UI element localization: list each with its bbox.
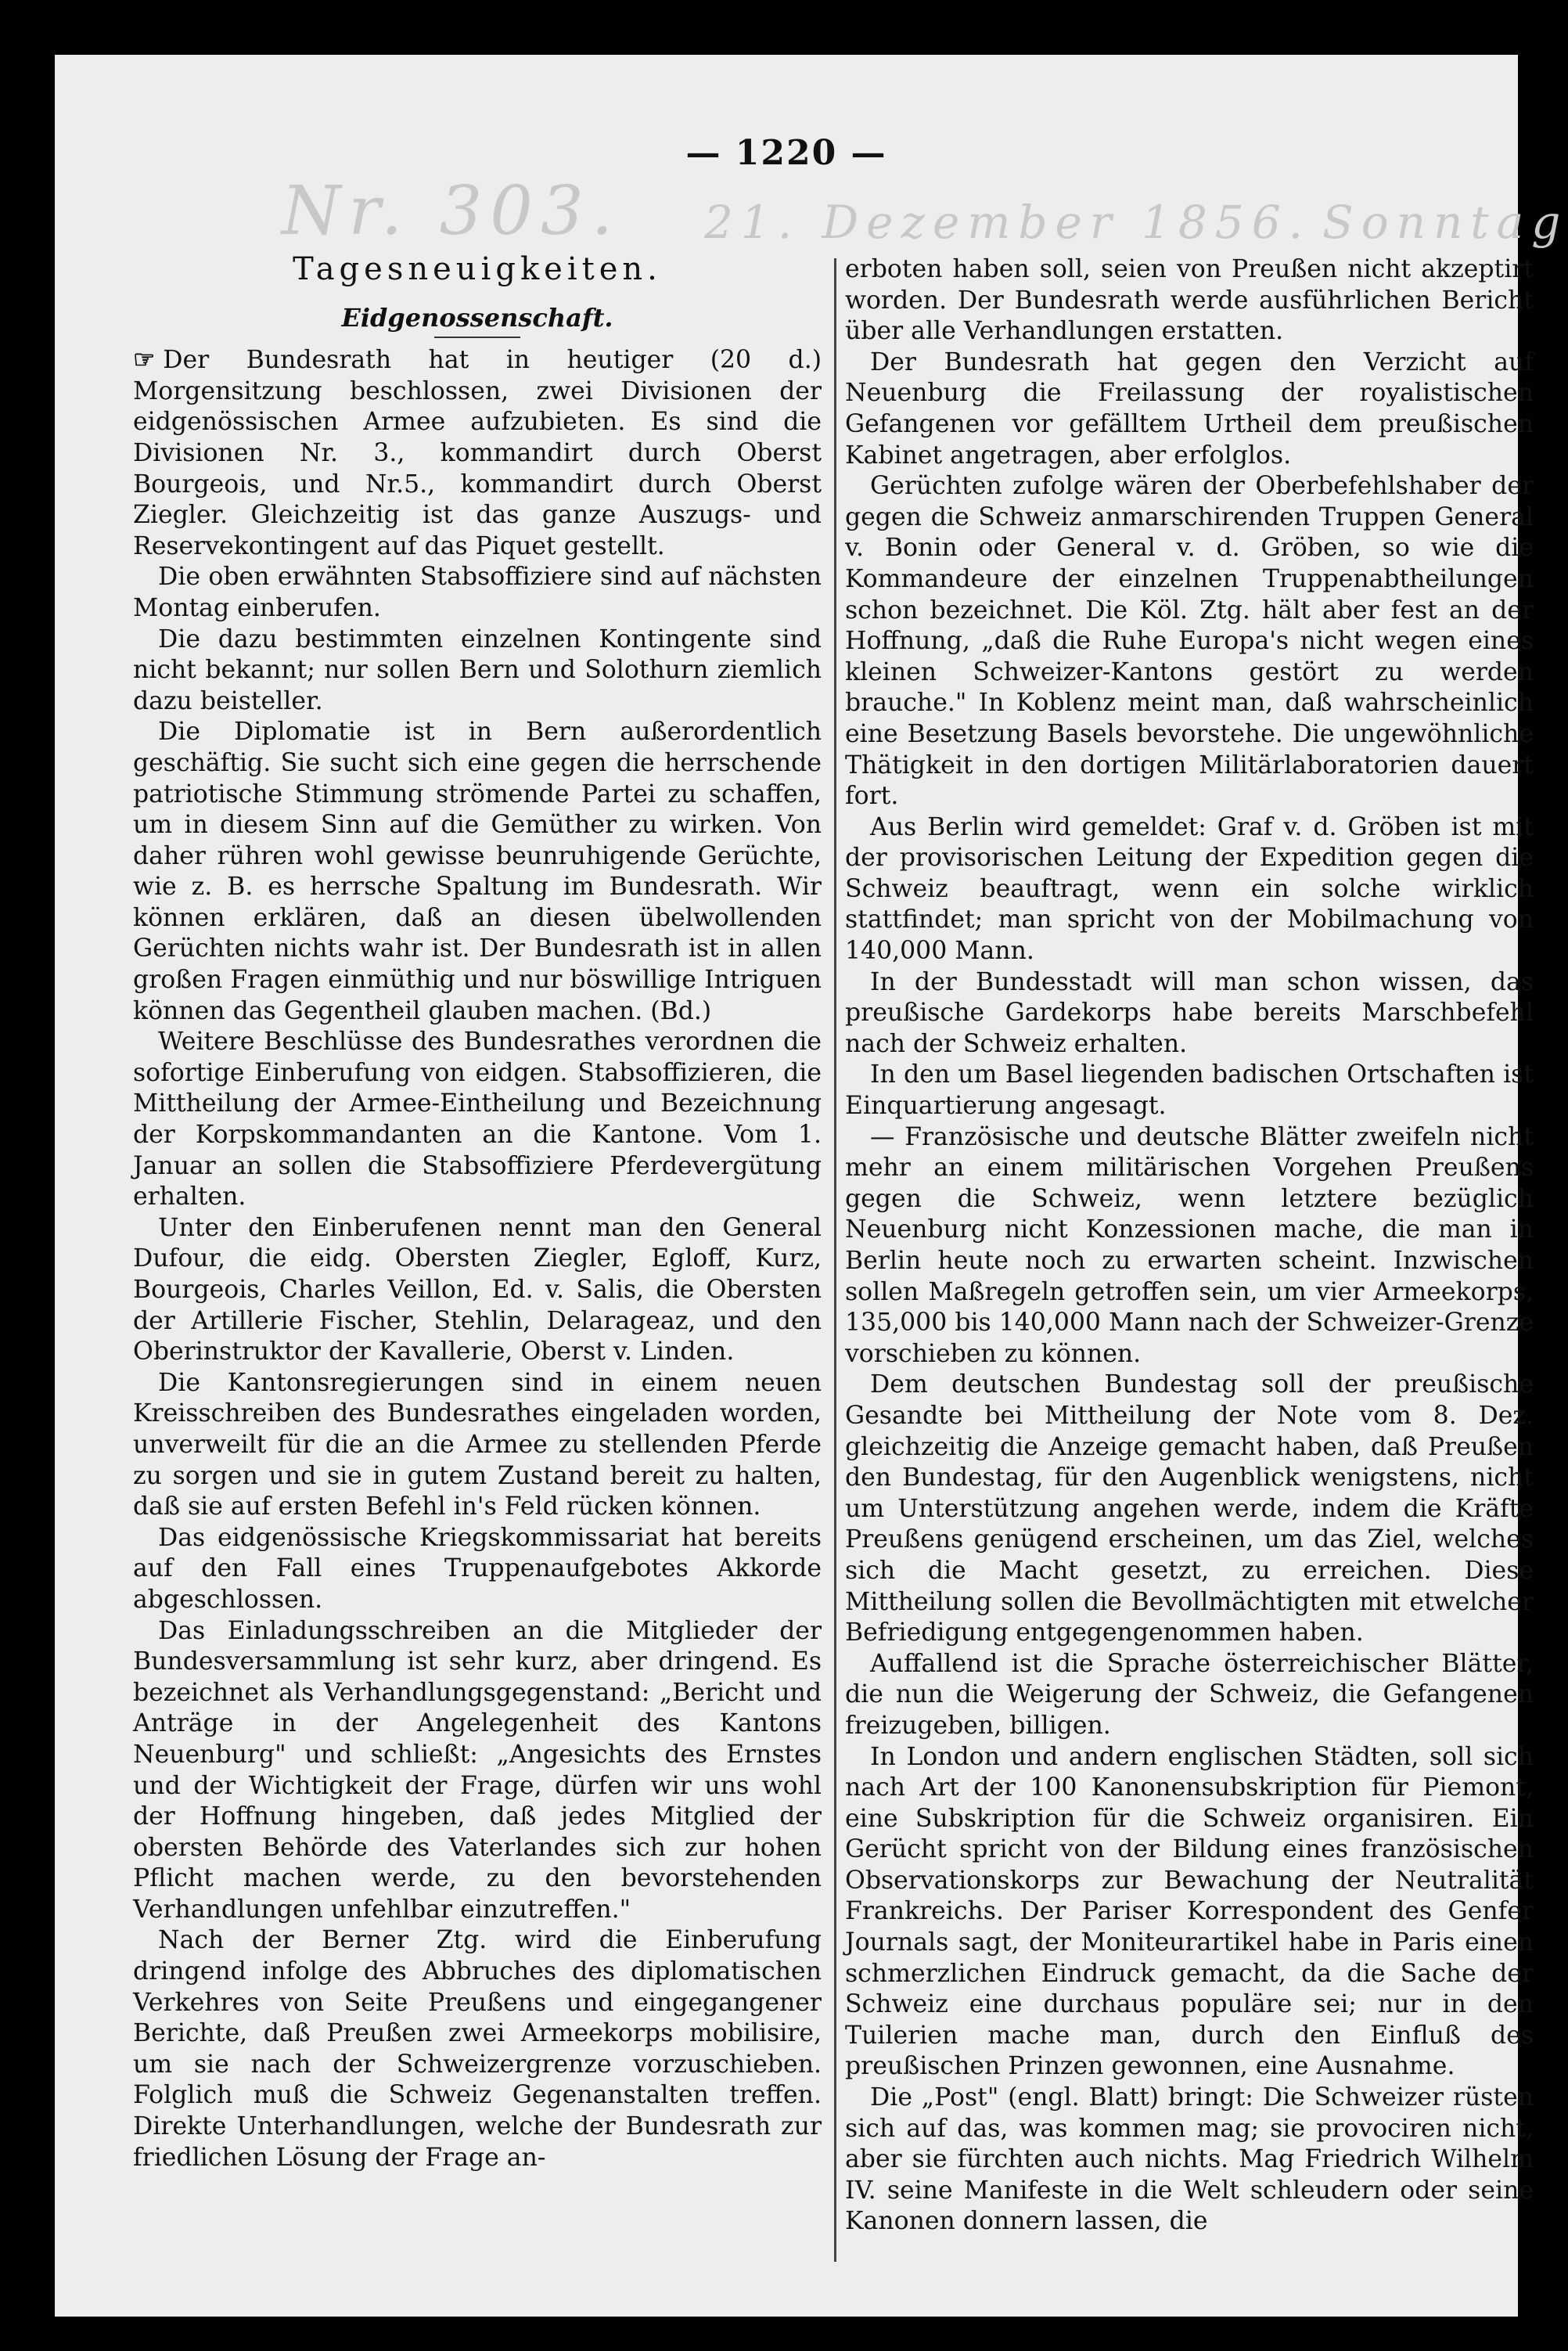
- article-paragraph: Der Bundesrath hat gegen den Verzicht auf Neuenburg die Freilassung der royalistischen Gefangenen vor gefälltem Urtheil dem preußischen Kabinet angetragen, aber erfolglos.: [845, 347, 1534, 470]
- subsection-title: Eidgenossenschaft.: [341, 302, 613, 333]
- newspaper-page: [55, 55, 1568, 2317]
- article-paragraph: In London und andern englischen Städten, soll sich nach Art der 100 Kanonensubskription für Piemont, eine Subskription für die Schweiz organisiren. Ein Gerücht spricht von der Bildung eines französischen Observationskorps zur Bewachung der Neutralität Frankreichs. Der Pariser Korrespondent des Genfer Journals sagt, der Moniteurartikel habe in Paris einen schmerzlichen Eindruck gemacht, da die Sache der Schweiz eine durchaus populäre sei; nur in den Tuilerien mache man, durch den Einfluß des preußischen Prinzen gewonnen, eine Ausnahme.: [845, 1742, 1534, 2081]
- article-paragraph: Die oben erwähnten Stabsoffiziere sind auf nächsten Montag einberufen.: [133, 563, 822, 622]
- article-paragraph: Die „Post" (engl. Blatt) bringt: Die Schweizer rüsten sich auf das, was kommen mag; sie provociren nicht, aber sie fürchten auch nichts. Mag Friedrich Wilhelm IV. seine Manifeste in die Welt schleudern oder seine Kanonen donnern lassen, die: [845, 2083, 1534, 2236]
- left-column: [133, 251, 822, 2173]
- ghost-issue-number: Nr. 303.: [282, 172, 621, 250]
- article-paragraph: — Französische und deutsche Blätter zweifeln nicht mehr an einem militärischen Vorgehen Preußens gegen die Schweiz, wenn letztere bezüglich Neuenburg nicht Konzessionen mache, die man in Berlin heute noch zu erwarten scheint. Inzwischen sollen Maßregeln getroffen sein, um vier Armeekorps, 135,000 bis 140,000 Mann nach der Schweizer-Grenze vorschieben zu können.: [845, 1122, 1534, 1368]
- article-paragraph: Weitere Beschlüsse des Bundesrathes verordnen die sofortige Einberufung von eidgen. Stabsoffizieren, die Mittheilung der Armee-Eintheilung und Bezeichnung der Korpskommandanten an die Kantone. Vom 1. Januar an sollen die Stabsoffiziere Pferdevergütung erhalten.: [133, 1028, 822, 1212]
- article-paragraph: Die Diplomatie ist in Bern außerordentlich geschäftig. Sie sucht sich eine gegen die herrschende patriotische Stimmung strömende Partei zu schaffen, um in diesem Sinn auf die Gemüther zu wirken. Von daher rühren wohl gewisse beunruhigende Gerüchte, wie z. B. es herrsche Spaltung im Bundesrath. Wir können erklären, daß an diesen übelwollenden Gerüchten nichts wahr ist. Der Bundesrath ist in allen großen Fragen einmüthig und nur böswillige Intriguen können das Gegentheil glauben machen. (Bd.): [133, 718, 822, 1025]
- right-column: [845, 254, 1534, 2238]
- article-paragraph: Unter den Einberufenen nennt man den General Dufour, die eidg. Obersten Ziegler, Egloff, Kurz, Bourgeois, Charles Veillon, Ed. v. Salis, die Obersten der Artillerie Fischer, Stehlin, Delarageaz, und den Oberinstruktor der Kavallerie, Oberst v. Linden.: [133, 1213, 822, 1366]
- article-paragraph: In den um Basel liegenden badischen Ortschaften ist Einquartierung angesagt.: [845, 1060, 1534, 1121]
- article-paragraph: Die Kantonsregierungen sind in einem neuen Kreisschreiben des Bundesrathes eingeladen worden, unverweilt für die an die Armee zu stellenden Pferde zu sorgen und sie in gutem Zustand bereit zu halten, daß sie auf ersten Befehl in's Feld rücken können.: [133, 1368, 822, 1521]
- title-rule: [434, 337, 520, 338]
- article-paragraph: Das eidgenössische Kriegskommissariat hat bereits auf den Fall eines Truppenaufgebotes Akkorde abgeschlossen.: [133, 1523, 822, 1614]
- article-paragraph: In der Bundesstadt will man schon wissen, das preußische Gardekorps habe bereits Marschbefehl nach der Schweiz erhalten.: [845, 967, 1534, 1058]
- column-divider: [834, 258, 836, 2262]
- article-paragraph: Aus Berlin wird gemeldet: Graf v. d. Gröben ist mit der provisorischen Leitung der Expedition gegen die Schweiz beauftragt, wenn ein solche wirklich stattfindet; man spricht von der Mobilmachung von 140,000 Mann.: [845, 812, 1534, 966]
- article-paragraph: Die dazu bestimmten einzelnen Kontingente sind nicht bekannt; nur sollen Bern und Solothurn ziemlich dazu beisteller.: [133, 625, 822, 715]
- article-paragraph: erboten haben soll, seien von Preußen nicht akzeptirt worden. Der Bundesrath werde ausführlichen Bericht über alle Verhandlungen erstatten.: [845, 255, 1534, 346]
- pointing-hand-icon: ☞: [133, 345, 156, 375]
- article-paragraph: Gerüchten zufolge wären der Oberbefehlshaber der gegen die Schweiz anmarschirenden Truppen General v. Bonin oder General v. d. Gröben, so wie die Kommandeure der einzelnen Truppenabtheilungen schon bezeichnet. Die Köl. Ztg. hält aber fest an der Hoffnung, „daß die Ruhe Europa's nicht wegen eines kleinen Schweizer-Kantons gestört zu werden brauche." In Koblenz meint man, daß wahrscheinlich eine Besetzung Basels bevorstehe. Die ungewöhnliche Thätigkeit in den dortigen Militärlaboratorien dauert fort.: [845, 472, 1534, 811]
- article-paragraph: ☞ Der Bundesrath hat in heutiger (20 d.) Morgensitzung beschlossen, zwei Divisionen der eidgenössischen Armee aufzubieten. Es sind die Divisionen Nr. 3., kommandirt durch Oberst Bourgeois, und Nr.5., kommandirt durch Oberst Ziegler. Gleichzeitig ist das ganze Auszugs- und Reservekontingent auf das Piquet gestellt.: [133, 345, 822, 560]
- article-paragraph: Auffallend ist die Sprache österreichischer Blätter, die nun die Weigerung der Schweiz, die Gefangenen freizugeben, billigen.: [845, 1649, 1534, 1740]
- article-paragraph: Dem deutschen Bundestag soll der preußische Gesandte bei Mittheilung der Note vom 8. Dez. gleichzeitig die Anzeige gemacht haben, daß Preußen den Bundestag, für den Augenblick wenigstens, nicht um Unterstützung angehen werde, indem die Kräfte Preußens genügend erscheinen, um das Ziel, welches sich die Macht gesetzt, zu erreichen. Diese Mittheilung sollen die Bevollmächtigten mit etwelcher Befriedigung entgegengenommen haben.: [845, 1370, 1534, 1647]
- section-title: Tagesneuigkeiten.: [293, 251, 662, 287]
- ghost-date: 21. Dezember 1856.: [704, 196, 1311, 249]
- page-number: — 1220 —: [685, 133, 887, 173]
- ghost-weekday: Sonntag: [1322, 196, 1568, 249]
- article-paragraph: Das Einladungsschreiben an die Mitglieder der Bundesversammlung ist sehr kurz, aber dringend. Es bezeichnet als Verhandlungsgegenstand: „Bericht und Anträge in der Angelegenheit des Kantons Neuenburg" und schließt: „Angesichts des Ernstes und der Wichtigkeit der Frage, dürfen wir uns wohl der Hoffnung hingeben, daß jedes Mitglied der obersten Behörde des Vaterlandes sich zur hohen Pflicht machen werde, zu den bevorstehenden Verhandlungen unfehlbar einzutreffen.": [133, 1616, 822, 1924]
- article-paragraph: Nach der Berner Ztg. wird die Einberufung dringend infolge des Abbruches des diplomatischen Verkehres von Seite Preußens und eingegangener Berichte, daß Preußen zwei Armeekorps mobilisire, um sie nach der Schweizergrenze vorzuschieben. Folglich muß die Schweiz Gegenanstalten treffen. Direkte Unterhandlungen, welche der Bundesrath zur friedlichen Lösung der Frage an-: [133, 1926, 822, 2172]
